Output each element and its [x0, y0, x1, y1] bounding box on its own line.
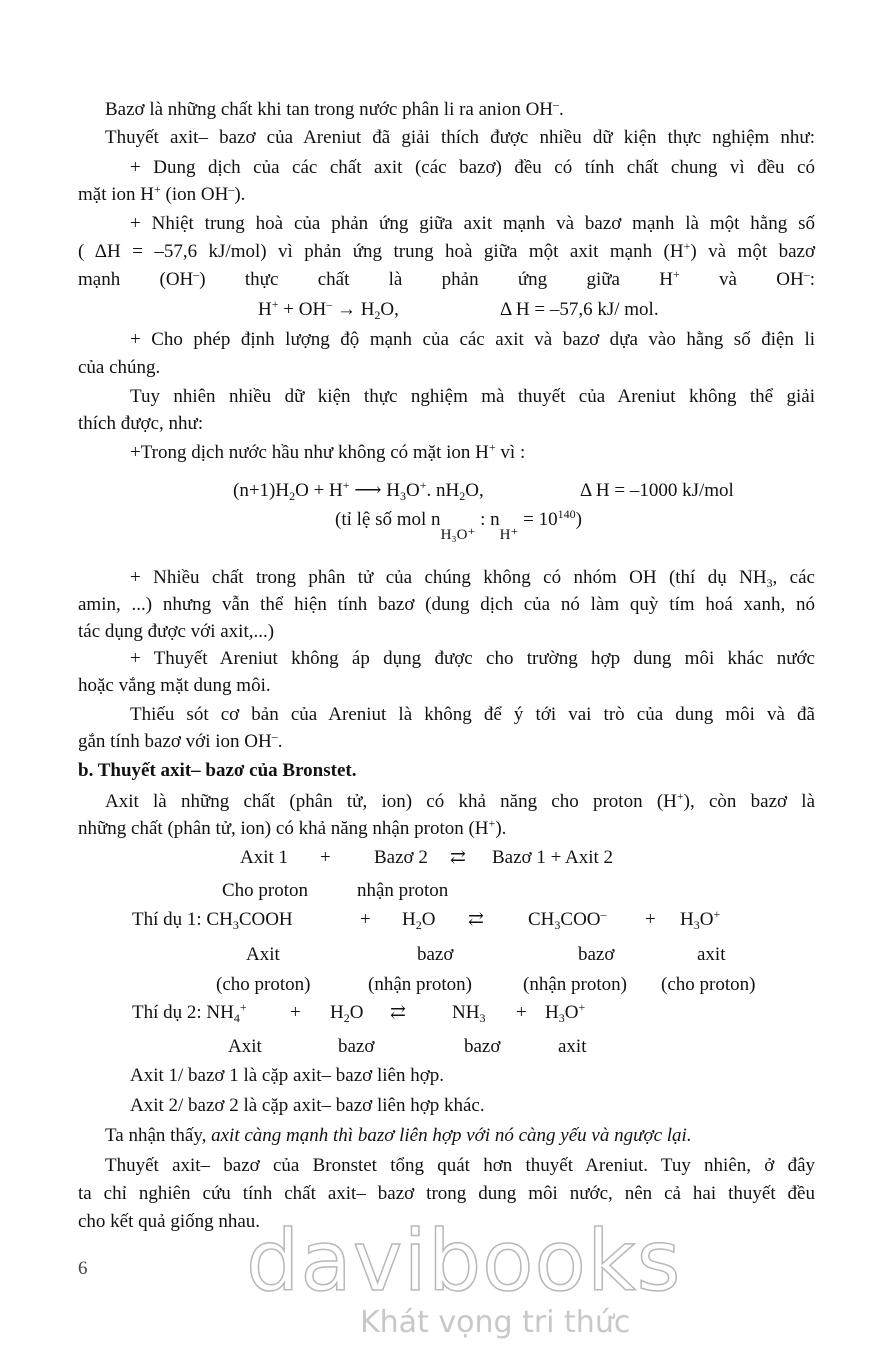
superscript: + — [488, 816, 496, 830]
watermark-logo: davibooks — [246, 1212, 682, 1310]
text-run: + Cho phép định lượng độ mạnh của các axit và bazơ dựa vào hằng số điện li — [130, 329, 815, 350]
formula-term — [216, 973, 310, 997]
text-run: mặt ion H — [78, 184, 154, 205]
text-run: H — [680, 909, 694, 930]
superscript: + — [488, 440, 496, 454]
text-run: Axit là những chất (phân tử, ion) có khả năng cho proton (H — [105, 791, 677, 812]
text-line — [105, 126, 815, 150]
formula-term — [132, 1001, 247, 1025]
text-run: ⟶ H — [349, 480, 401, 501]
formula-term — [558, 1035, 587, 1059]
text-run: O — [421, 909, 436, 930]
text-run: H — [330, 1002, 344, 1023]
superscript: – — [228, 182, 235, 196]
superscript: + — [342, 478, 350, 492]
superscript: + — [683, 239, 691, 253]
superscript: + — [676, 789, 684, 803]
text-run: Bazơ 1 + Axit 2 — [492, 847, 614, 868]
text-line — [0, 879, 894, 903]
text-line — [105, 1124, 692, 1148]
text-line — [78, 268, 815, 292]
text-run: tác dụng được với axit,...) — [78, 621, 275, 642]
text-run: , các — [772, 567, 815, 588]
superscript: – — [600, 907, 607, 921]
text-run: gắn tính bazơ với ion OH — [78, 731, 272, 752]
text-run: O — [349, 1002, 364, 1023]
text-run: + — [645, 909, 656, 930]
text-line — [105, 1154, 815, 1178]
text-run: Axit 1/ bazơ 1 là cặp axit– bazơ liên hợp. — [130, 1065, 444, 1086]
text-line — [0, 298, 894, 322]
text-run: : — [809, 269, 816, 290]
text-run: (cho proton) — [661, 974, 756, 995]
text-run: Δ H = –1000 kJ/mol — [580, 480, 734, 501]
text-line — [78, 730, 282, 754]
text-run: O + H — [295, 480, 343, 501]
text-line — [78, 759, 356, 783]
text-run: bazơ — [417, 944, 454, 965]
superscript: – — [271, 729, 278, 743]
formula-term — [468, 908, 484, 932]
formula-term — [417, 943, 453, 967]
text-line — [130, 328, 815, 352]
text-run: O — [406, 480, 420, 501]
text-line — [78, 817, 506, 841]
text-run: ) và một bazơ — [690, 241, 815, 262]
superscript: + — [713, 907, 721, 921]
formula-term — [402, 908, 435, 932]
formula-term — [578, 943, 614, 967]
superscript: – — [553, 97, 560, 111]
formula-term — [390, 1001, 406, 1025]
text-run: O — [699, 909, 714, 930]
superscript: + — [578, 1000, 586, 1014]
formula-term — [516, 1001, 527, 1025]
text-run: ). — [234, 184, 246, 205]
text-run: mạnh (OH — [78, 269, 194, 290]
text-run: axit — [558, 1036, 587, 1057]
formula-term — [338, 1035, 374, 1059]
text-run: hoặc vắng mặt dung môi. — [78, 675, 271, 696]
superscript: + — [271, 297, 279, 311]
text-run: O, — [380, 299, 399, 320]
text-line — [130, 156, 815, 180]
text-run: → H — [332, 299, 375, 320]
text-run: Tuy nhiên nhiều dữ kiện thực nghiệm mà thuyết của Areniut không thể giải — [130, 386, 815, 407]
formula-term — [500, 298, 659, 322]
text-line — [0, 1035, 894, 1059]
formula-term — [452, 1001, 485, 1025]
text-run: ⇄ — [468, 909, 484, 930]
formula-term — [258, 298, 399, 322]
text-run: bazơ — [338, 1036, 375, 1057]
subscript: 3 — [232, 918, 239, 932]
subscript: 4 — [233, 1011, 240, 1025]
subscript: 3 — [554, 918, 561, 932]
text-run: NH — [452, 1002, 480, 1023]
text-run: bazơ — [578, 944, 615, 965]
text-run: vì : — [495, 442, 526, 463]
text-run: và OH — [679, 269, 804, 290]
formula-term — [450, 846, 466, 870]
superscript: + — [419, 478, 427, 492]
text-run: bazơ — [464, 1036, 501, 1057]
superscript: + — [154, 182, 161, 196]
text-line — [130, 647, 815, 671]
text-line — [0, 846, 894, 870]
text-line — [130, 1094, 485, 1118]
text-run: + Nhiệt trung hoà của phản ứng giữa axit mạnh và bazơ mạnh là một hằng số — [130, 213, 815, 234]
text-run: Thuyết axit– bazơ của Bronstet tổng quát hơn thuyết Areniut. Tuy nhiên, ở đây — [105, 1155, 815, 1176]
text-line — [78, 1182, 815, 1206]
formula-term — [528, 908, 607, 932]
text-run: . — [277, 731, 283, 752]
text-run: (tỉ lệ số mol n — [335, 509, 441, 530]
text-line — [130, 1064, 444, 1088]
subscript: 3 — [766, 576, 773, 590]
text-line — [335, 507, 582, 543]
watermark-slogan: Khát vọng tri thức — [360, 1305, 631, 1340]
formula-term — [233, 479, 484, 503]
text-line — [78, 1210, 260, 1234]
text-line — [105, 790, 815, 814]
subscript: 2 — [374, 308, 381, 322]
text-run: ) — [575, 509, 582, 530]
emphasis-text: axit càng mạnh thì bazơ liên hợp với nó càng yếu và ngược lại. — [211, 1125, 692, 1146]
text-run: (nhận proton) — [368, 974, 472, 995]
text-line — [78, 412, 203, 436]
text-run: + OH — [278, 299, 327, 320]
text-run: ⇄ — [390, 1002, 406, 1023]
text-run: Cho proton — [222, 880, 309, 901]
text-run: Axit — [228, 1036, 262, 1057]
text-line — [0, 943, 894, 967]
text-run: H — [258, 299, 272, 320]
text-run: amin, ...) nhưng vẫn thể hiện tính bazơ (dung dịch của nó làm quỳ tím hoá xanh, nó — [78, 594, 815, 615]
text-run: ) thực chất là phản ứng giữa H — [199, 269, 673, 290]
text-run: CH — [528, 909, 555, 930]
formula-term — [222, 879, 308, 903]
text-run: Thí dụ 1: CH — [132, 909, 233, 930]
text-line — [78, 183, 245, 207]
text-run: + — [290, 1002, 301, 1023]
text-line — [78, 240, 815, 264]
formula-term — [368, 973, 472, 997]
subscript: 3 — [693, 918, 700, 932]
formula-term — [246, 943, 280, 967]
text-run: Thiếu sót cơ bản của Areniut là không để ý tới vai trò của dung môi và đã — [130, 704, 815, 725]
text-run: + — [320, 847, 331, 868]
formula-term — [580, 479, 734, 503]
text-run: Axit 2/ bazơ 2 là cặp axit– bazơ liên hợp khác. — [130, 1095, 485, 1116]
subscript: 3 — [558, 1011, 565, 1025]
text-run: thích được, như: — [78, 413, 204, 434]
text-run: + Nhiều chất trong phân tử của chúng không có nhóm OH (thí dụ NH — [130, 567, 767, 588]
text-run: (n+1)H — [233, 480, 290, 501]
text-run: Axit — [246, 944, 280, 965]
text-run: của chúng. — [78, 357, 161, 378]
formula-term — [360, 908, 371, 932]
formula-term — [240, 846, 288, 870]
text-run: Thí dụ 2: NH — [132, 1002, 234, 1023]
text-line — [0, 1001, 894, 1025]
subscript: 3 — [479, 1011, 486, 1025]
text-line — [105, 98, 564, 122]
subscript: 2 — [415, 918, 422, 932]
text-run: + — [516, 1002, 527, 1023]
superscript: – — [803, 267, 810, 281]
text-run: COOH — [238, 909, 293, 930]
text-line — [130, 385, 815, 409]
superscript: 140 — [557, 507, 576, 521]
text-run: ), còn bazơ là — [683, 791, 816, 812]
text-run: H — [402, 909, 416, 930]
formula-term — [357, 879, 448, 903]
text-run: ). — [495, 818, 507, 839]
text-run: nhận proton — [357, 880, 449, 901]
formula-term — [132, 908, 293, 932]
text-run: ta chỉ nghiên cứu tính chất axit– bazơ trong dung môi nước, nên cả hai thuyết đều — [78, 1183, 815, 1204]
text-run: . nH — [426, 480, 460, 501]
formula-term — [645, 908, 656, 932]
superscript: – — [193, 267, 200, 281]
superscript: + — [239, 1000, 247, 1014]
superscript: – — [326, 297, 333, 311]
text-run: ( ΔH = –57,6 kJ/mol) vì phản ứng trung hoà giữa một axit mạnh (H — [78, 241, 684, 262]
text-line — [78, 620, 274, 644]
formula-term — [523, 973, 627, 997]
formula-term — [545, 1001, 585, 1025]
text-run: (cho proton) — [216, 974, 311, 995]
formula-term — [680, 908, 720, 932]
text-line — [78, 593, 815, 617]
text-run: O, — [465, 480, 484, 501]
text-run: + Dung dịch của các chất axit (các bazơ) đều có tính chất chung vì đều có — [130, 157, 815, 178]
subscript: 2 — [459, 489, 466, 503]
formula-term — [492, 846, 613, 870]
formula-term — [374, 846, 428, 870]
formula-term — [697, 943, 726, 967]
text-run: + Thuyết Areniut không áp dụng được cho trường hợp dung môi khác nước — [130, 648, 815, 669]
formula-term — [228, 1035, 262, 1059]
text-run: COO — [560, 909, 601, 930]
text-run: (nhận proton) — [523, 974, 627, 995]
text-run: Δ H = –57,6 kJ/ mol. — [500, 299, 659, 320]
text-run: = 10 — [518, 509, 558, 530]
formula-term — [464, 1035, 500, 1059]
index-subscript: H₃O⁺ — [440, 527, 476, 543]
text-run: Axit 1 — [240, 847, 289, 868]
section-heading: b. Thuyết axit– bazơ của Bronstet. — [78, 760, 357, 781]
text-run: +Trong dịch nước hầu như không có mặt ion H — [130, 442, 489, 463]
formula-term — [320, 846, 331, 870]
text-run: . — [559, 99, 564, 120]
text-run: Bazơ 2 — [374, 847, 428, 868]
text-line — [0, 479, 894, 503]
text-run: cho kết quả giống nhau. — [78, 1211, 261, 1232]
text-run: H — [545, 1002, 559, 1023]
text-run: + — [360, 909, 371, 930]
text-run: những chất (phân tử, ion) có khả năng nhận proton (H — [78, 818, 489, 839]
subscript: 3 — [400, 489, 407, 503]
text-run: : n — [475, 509, 500, 530]
text-run: Bazơ là những chất khi tan trong nước phân li ra anion OH — [105, 99, 554, 120]
text-run: ⇄ — [450, 847, 466, 868]
text-line — [130, 441, 525, 465]
superscript: + — [672, 267, 680, 281]
text-run: (ion OH — [160, 184, 229, 205]
page-number: 6 — [78, 1258, 88, 1279]
text-line — [130, 703, 815, 727]
text-run: O — [564, 1002, 579, 1023]
subscript: 2 — [289, 489, 296, 503]
text-run: axit — [697, 944, 726, 965]
text-run: Ta nhận thấy, — [105, 1125, 212, 1146]
text-line — [130, 212, 815, 236]
text-line — [130, 566, 815, 590]
text-line — [0, 973, 894, 997]
text-run: Thuyết axit– bazơ của Areniut đã giải thích được nhiều dữ kiện thực nghiệm như: — [105, 127, 815, 148]
formula-term — [290, 1001, 301, 1025]
text-line — [78, 674, 271, 698]
subscript: 2 — [343, 1011, 350, 1025]
index-subscript: H⁺ — [499, 527, 519, 543]
text-line — [0, 908, 894, 932]
formula-term — [661, 973, 755, 997]
formula-term — [330, 1001, 363, 1025]
text-line — [78, 356, 160, 380]
